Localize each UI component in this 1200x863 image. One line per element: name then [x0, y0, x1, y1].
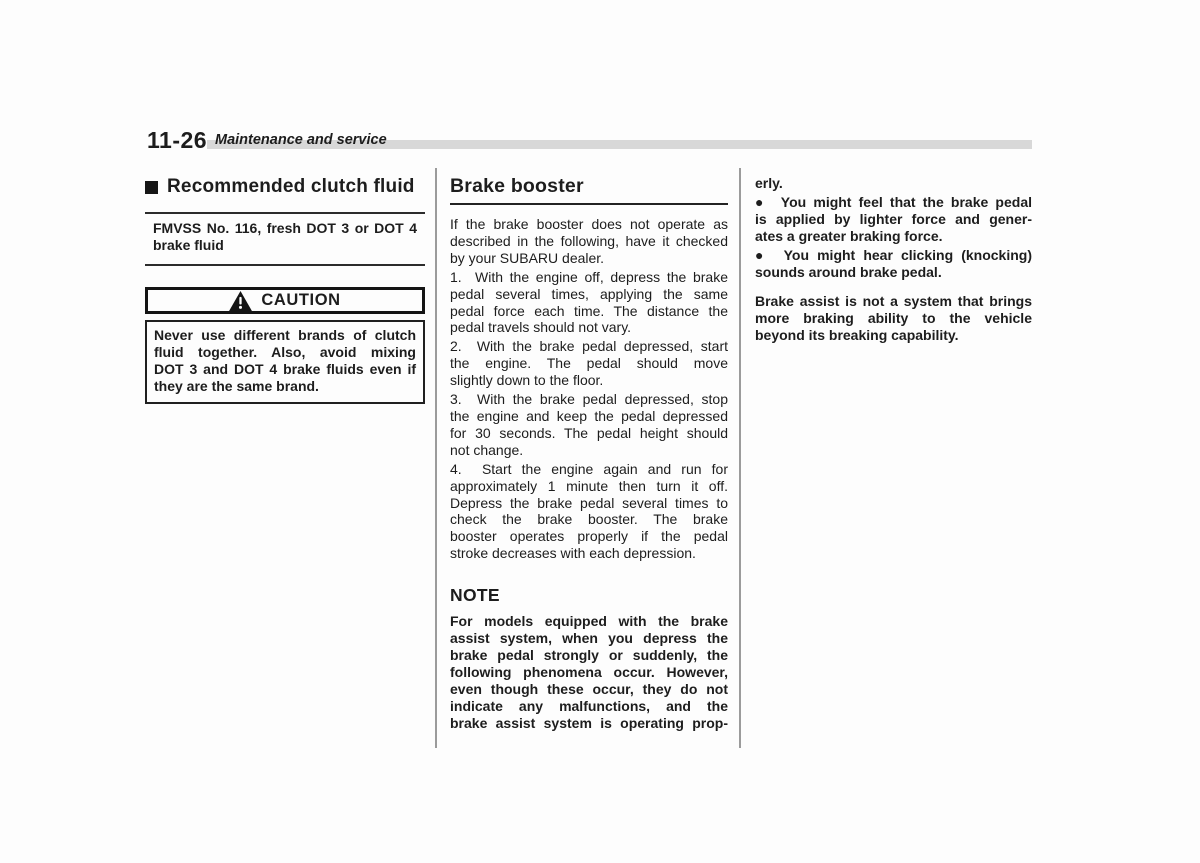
- text-line: indicate any malfunctions, and the: [450, 697, 728, 714]
- text-line: ● You might feel that the brake pedal: [755, 193, 1032, 210]
- text-line: fluid together. Also, avoid mixing: [154, 343, 416, 360]
- section-square-icon: [145, 181, 158, 194]
- text-line: FMVSS No. 116, fresh DOT 3 or DOT 4: [153, 220, 417, 236]
- text-line: by your SUBARU dealer.: [450, 249, 605, 266]
- section-heading-recommended-clutch-fluid: [145, 176, 425, 198]
- text-line: Never use different brands of clutch: [154, 327, 416, 343]
- spec-rule-bottom: [145, 264, 425, 266]
- paragraph: [755, 175, 1032, 192]
- caution-body-box: [145, 320, 425, 404]
- warning-triangle-icon: [229, 291, 252, 311]
- text-line: approximately 1 minute then turn it off.: [450, 477, 728, 494]
- text-line: 2. With the brake pedal depressed, start: [450, 338, 728, 355]
- chapter-title: Maintenance and service: [215, 132, 387, 148]
- text-line: pedal travels should not vary.: [450, 319, 632, 336]
- text-line: assist system, when you depress the: [450, 630, 728, 647]
- text-line: DOT 3 and DOT 4 brake fluids even if: [154, 360, 416, 377]
- text-line: the engine. The pedal should move: [450, 355, 728, 372]
- text-line: ● You might hear clicking (knocking): [755, 246, 1032, 263]
- text-line: stroke decreases with each depression.: [450, 545, 696, 562]
- note-heading: NOTE: [450, 585, 500, 606]
- text-line: booster operates properly if the pedal: [450, 528, 728, 545]
- right-column-continuation: [755, 175, 1032, 280]
- right-column: [755, 170, 1032, 344]
- text-line: described in the following, have it checked: [450, 232, 728, 249]
- note-body: [450, 613, 728, 731]
- article-title-brake-booster: Brake booster: [450, 170, 728, 205]
- text-line: even though these occur, they do not: [450, 680, 728, 697]
- text-line: brake assist system is operating prop-: [450, 714, 728, 731]
- text-line: following phenomena occur. However,: [450, 663, 728, 680]
- middle-column: [450, 170, 728, 731]
- text-line: more braking ability to the vehicle: [755, 310, 1032, 327]
- text-line: pedal several times, applying the same: [450, 285, 728, 302]
- text-line: they are the same brand.: [154, 377, 319, 394]
- section-heading-label: Recommended clutch fluid: [167, 176, 415, 197]
- paragraph: [450, 216, 728, 267]
- text-line: is applied by lighter force and gener-: [755, 210, 1032, 227]
- text-line: ates a greater braking force.: [755, 227, 943, 244]
- text-line: brake fluid: [153, 237, 224, 253]
- text-line: check the brake booster. The brake: [450, 511, 728, 528]
- text-line: the engine and keep the pedal depressed: [450, 407, 728, 424]
- text-line: not change.: [450, 441, 524, 458]
- paragraph: [450, 338, 728, 389]
- text-line: 3. With the brake pedal depressed, stop: [450, 391, 728, 408]
- column-divider: [435, 168, 437, 748]
- text-line: For models equipped with the brake: [450, 613, 728, 630]
- brake-booster-body: [450, 216, 728, 562]
- caution-title: CAUTION: [261, 291, 341, 309]
- closing-paragraph: [755, 293, 1032, 344]
- text-line: beyond its breaking capability.: [755, 327, 959, 344]
- paragraph: [450, 461, 728, 562]
- text-line: 1. With the engine off, depress the brake: [450, 268, 728, 285]
- column-divider: [739, 168, 741, 748]
- text-line: slightly down to the floor.: [450, 372, 604, 389]
- left-column: [145, 176, 425, 404]
- text-line: 4. Start the engine again and run for: [450, 460, 728, 477]
- text-line: Depress the brake pedal several times to: [450, 494, 728, 511]
- text-line: brake pedal strongly or suddenly, the: [450, 646, 728, 663]
- paragraph: [450, 391, 728, 459]
- spec-text: [145, 214, 425, 259]
- text-line: If the brake booster does not operate as: [450, 216, 728, 232]
- text-line: erly.: [755, 175, 783, 191]
- page-number: 11-26: [147, 127, 208, 153]
- paragraph: [450, 269, 728, 337]
- paragraph: [755, 247, 1032, 281]
- text-line: for 30 seconds. The pedal height should: [450, 424, 728, 441]
- paragraph: [755, 194, 1032, 245]
- text-line: Brake assist is not a system that brings: [755, 293, 1032, 310]
- text-line: sounds around brake pedal.: [755, 263, 942, 280]
- caution-title-box: [145, 287, 425, 314]
- text-line: pedal force each time. The distance the: [450, 302, 728, 319]
